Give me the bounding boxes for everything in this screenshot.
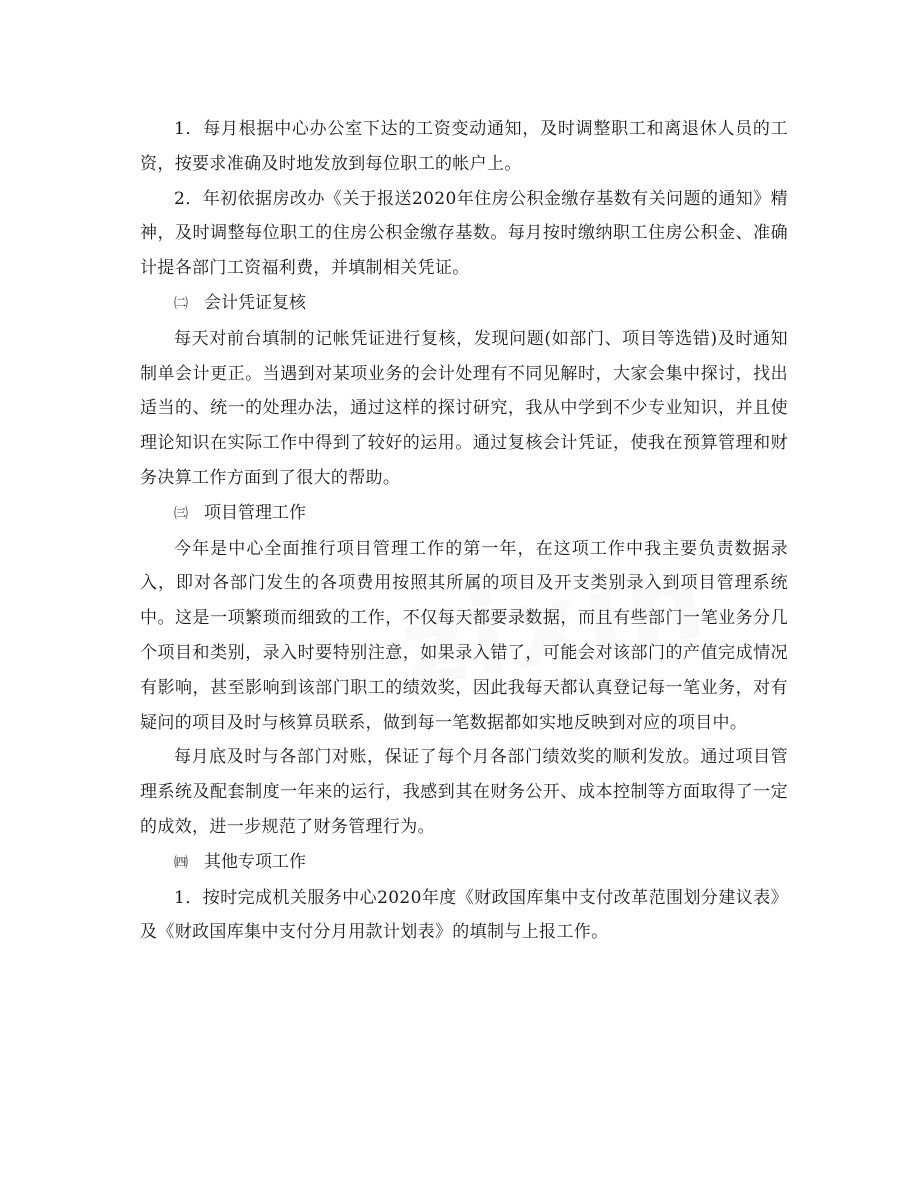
section-heading-project-management [140, 496, 788, 532]
section-title: 会计凭证复核 [204, 292, 306, 313]
document-body [140, 112, 788, 950]
section-title: 其他专项工作 [204, 851, 306, 872]
paragraph-salary-adjustment: 1．每月根据中心办公室下达的工资变动通知，及时调整职工和离退休人员的工资，按要求准确及时地发放到每位职工的帐户上。 [140, 119, 788, 174]
paragraph-treasury-payment: 1．按时完成机关服务中心2020年度《财政国库集中支付改革范围划分建议表》及《财政国库集中支付分月用款计划表》的填制与上报工作。 [140, 887, 788, 943]
section-number: ㈢ [174, 505, 188, 522]
section-heading-voucher-review [140, 286, 788, 322]
section-number: ㈡ [174, 295, 188, 312]
paragraph-reconciliation: 每月底及时与各部门对账，保证了每个月各部门绩效奖的顺利发放。通过项目管理系统及配套制度一年来的运行，我感到其在财务公开、成本控制等方面取得了一定的成效，进一步规范了财务管理行为。 [140, 747, 788, 837]
paragraph-voucher-review: 每天对前台填制的记帐凭证进行复核，发现问题(如部门、项目等选错)及时通知制单会计更正。当遇到对某项业务的会计处理有不同见解时，大家会集中探讨，找出适当的、统一的处理办法，通过这样的探讨研究，我从中学到不少专业知识，并且使理论知识在实际工作中得到了较好的运用。通过复核会计凭证，使我在预算管理和财务决算工作方面到了很大的帮助。 [140, 328, 788, 488]
paragraph-housing-fund: 2．年初依据房改办《关于报送2020年住房公积金缴存基数有关问题的通知》精神，及时调整每位职工的住房公积金缴存基数。每月按时缴纳职工住房公积金、准确计提各部门工资福利费，并填制相关凭证。 [140, 188, 788, 279]
section-title: 项目管理工作 [204, 502, 306, 523]
section-heading-special-work [140, 845, 788, 881]
paragraph-project-entry: 今年是中心全面推行项目管理工作的第一年，在这项工作中我主要负责数据录入，即对各部门发生的各项费用按照其所属的项目及开支类别录入到项目管理系统中。这是一项繁琐而细致的工作，不仅每天都要录数据，而且有些部门一笔业务分几个项目和类别，录入时要特别注意，如果录入错了，可能会对该部门的产值完成情况有影响，甚至影响到该部门职工的绩效奖，因此我每天都认真登记每一笔业务，对有疑问的项目及时与核算员联系，做到每一笔数据都如实地反映到对应的项目中。 [140, 538, 788, 733]
section-number: ㈣ [174, 854, 188, 871]
